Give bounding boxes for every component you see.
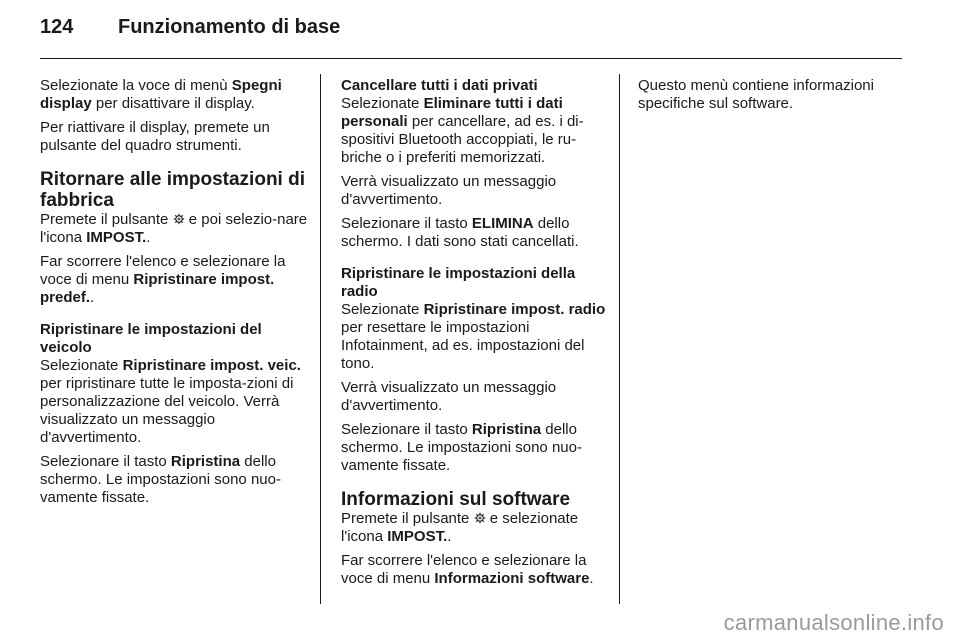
subsection-heading: Ripristinare le impostazioni della radio <box>341 265 576 300</box>
paragraph: Premete il pulsante e poi selezio-nare l'icona IMPOST.. <box>40 211 308 246</box>
paragraph: Verrà visualizzato un messaggio d'avvertimento. <box>341 379 557 414</box>
subsection-heading: Cancellare tutti i dati privati <box>341 77 538 94</box>
subsection-heading: Ripristinare le impostazioni del veicolo <box>40 321 262 356</box>
paragraph: Selezionare il tasto Ripristina dello schermo. Le impostazioni sono nuo-vamente fissate. <box>40 453 281 506</box>
column-divider <box>619 74 620 604</box>
paragraph: Selezionate la voce di menù Spegni display per disattivare il display. <box>40 77 282 112</box>
watermark: carmanualsonline.info <box>723 610 944 635</box>
column-left <box>40 77 312 513</box>
paragraph: Selezionare il tasto ELIMINA dello schermo. I dati sono stati cancellati. <box>341 215 579 250</box>
page-header <box>40 16 340 39</box>
page-number: 124 <box>40 16 74 38</box>
paragraph: Selezionate Eliminare tutti i dati personali per cancellare, ad es. i di-spositivi Bluetooth accoppiati, le ru-briche o i preferiti memorizzati. <box>341 95 584 166</box>
paragraph: Selezionare il tasto Ripristina dello schermo. Le impostazioni sono nuo-vamente fissate. <box>341 421 582 474</box>
paragraph: Per riattivare il display, premete un pulsante del quadro strumenti. <box>40 119 270 154</box>
paragraph: Far scorrere l'elenco e selezionare la voce di menu Ripristinare impost. predef.. <box>40 253 286 306</box>
paragraph: Far scorrere l'elenco e selezionare la voce di menu Informazioni software. <box>341 552 594 587</box>
column-middle <box>341 77 613 594</box>
gear-icon <box>173 213 185 225</box>
paragraph: Selezionate Ripristinare impost. radio per resettare le impostazioni Infotainment, ad es. impostazioni del tono. <box>341 301 606 372</box>
column-divider <box>320 74 321 604</box>
gear-icon <box>474 512 486 524</box>
paragraph: Premete il pulsante e selezionate l'icona IMPOST.. <box>341 510 579 545</box>
page-title: Funzionamento di base <box>118 16 341 38</box>
header-rule <box>40 58 902 59</box>
paragraph: Questo menù contiene informazioni specifiche sul software. <box>638 77 874 112</box>
section-heading: Informazioni sul software <box>341 489 571 510</box>
paragraph: Selezionate Ripristinare impost. veic. per ripristinare tutte le imposta-zioni di personalizzazione del veicolo. Verrà visualizzato un messaggio d'avvertimento. <box>40 357 301 446</box>
paragraph: Verrà visualizzato un messaggio d'avvertimento. <box>341 173 557 208</box>
column-right <box>638 77 910 119</box>
section-heading: Ritornare alle impostazioni di fabbrica <box>40 169 305 211</box>
